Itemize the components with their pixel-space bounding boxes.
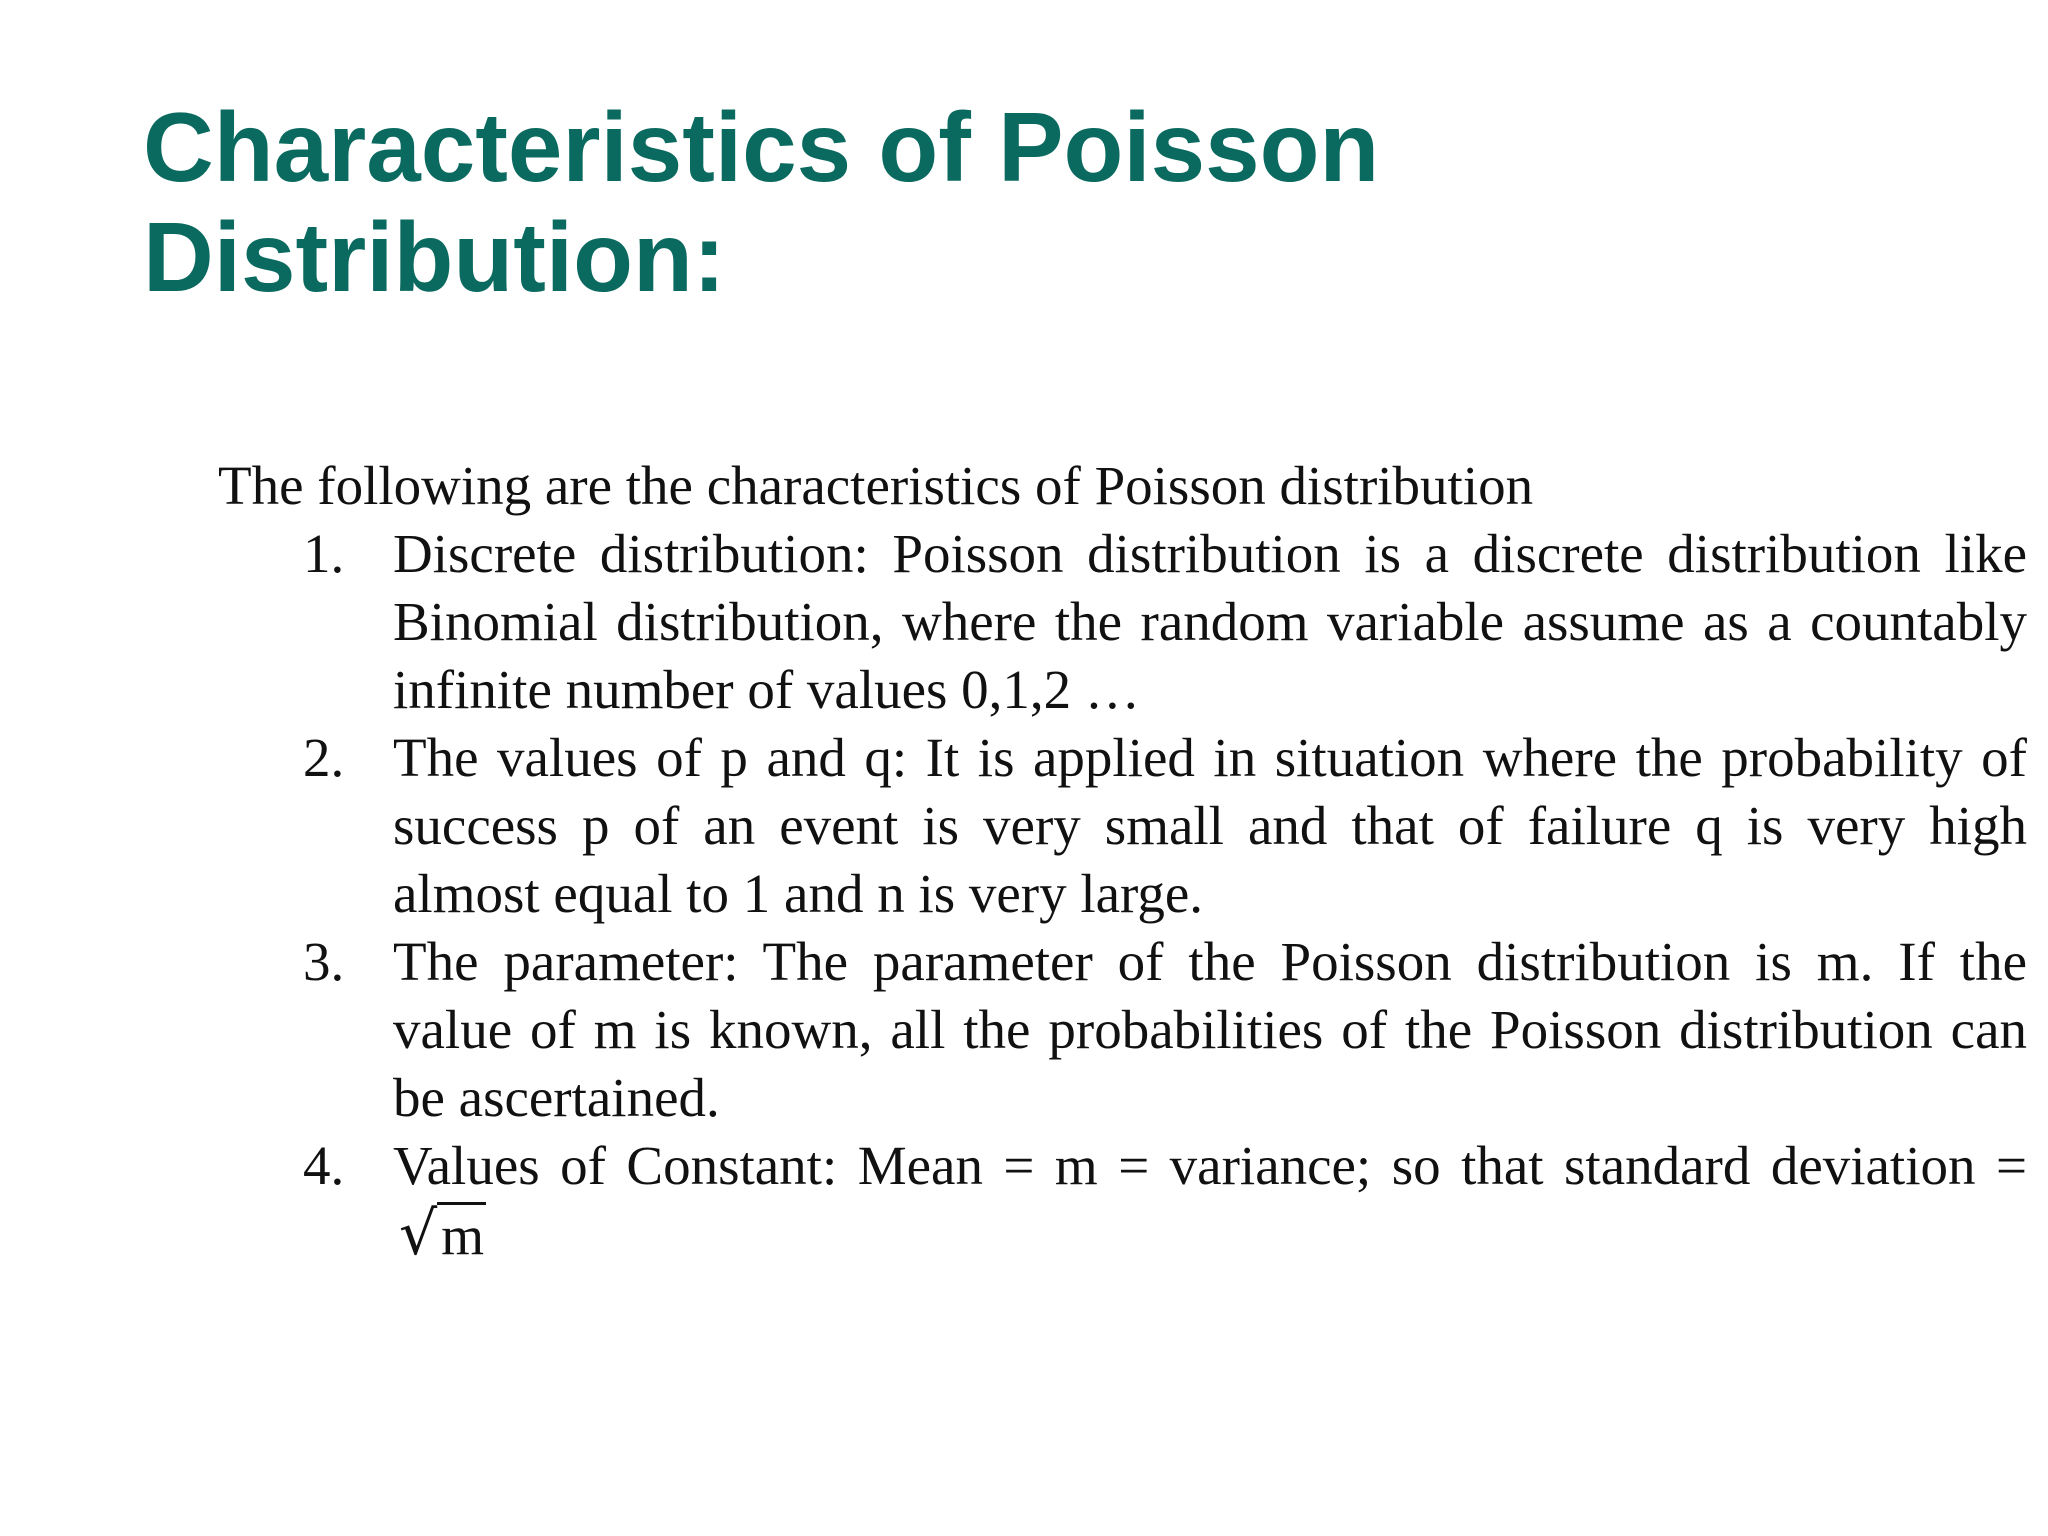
slide-body xyxy=(218,452,2027,1270)
square-root-argument: m xyxy=(437,1202,486,1266)
item-text: Discrete distribution: Poisson distribution is a discrete distribution like Binomial distribution, where the random variable assume as a countably infinite number of values 0,1,2 … xyxy=(393,523,2027,720)
intro-text: The following are the characteristics of Poisson distribution xyxy=(218,455,1534,516)
item-number: 4. xyxy=(303,1135,345,1196)
list-item xyxy=(303,1132,2027,1270)
item-number: 2. xyxy=(303,727,345,788)
square-root-symbol: √ xyxy=(399,1199,438,1269)
square-root-formula xyxy=(399,1200,486,1270)
item-text: The parameter: The parameter of the Poisson distribution is m. If the value of m is known, all the probabilities of the Poisson distribution can be ascertained. xyxy=(393,931,2027,1128)
item-number: 1. xyxy=(303,523,345,584)
list-item xyxy=(303,520,2027,724)
item-number: 3. xyxy=(303,931,345,992)
slide-title: Characteristics of Poisson Distribution: xyxy=(143,92,1380,312)
characteristics-list xyxy=(218,520,2027,1270)
item-text: The values of p and q: It is applied in situation where the probability of success p of an event is very small and that of failure q is very high almost equal to 1 and n is very large. xyxy=(393,727,2027,924)
list-item xyxy=(303,928,2027,1132)
item-text: Values of Constant: Mean = m = variance; so that standard deviation = xyxy=(393,1135,2027,1196)
list-item xyxy=(303,724,2027,928)
